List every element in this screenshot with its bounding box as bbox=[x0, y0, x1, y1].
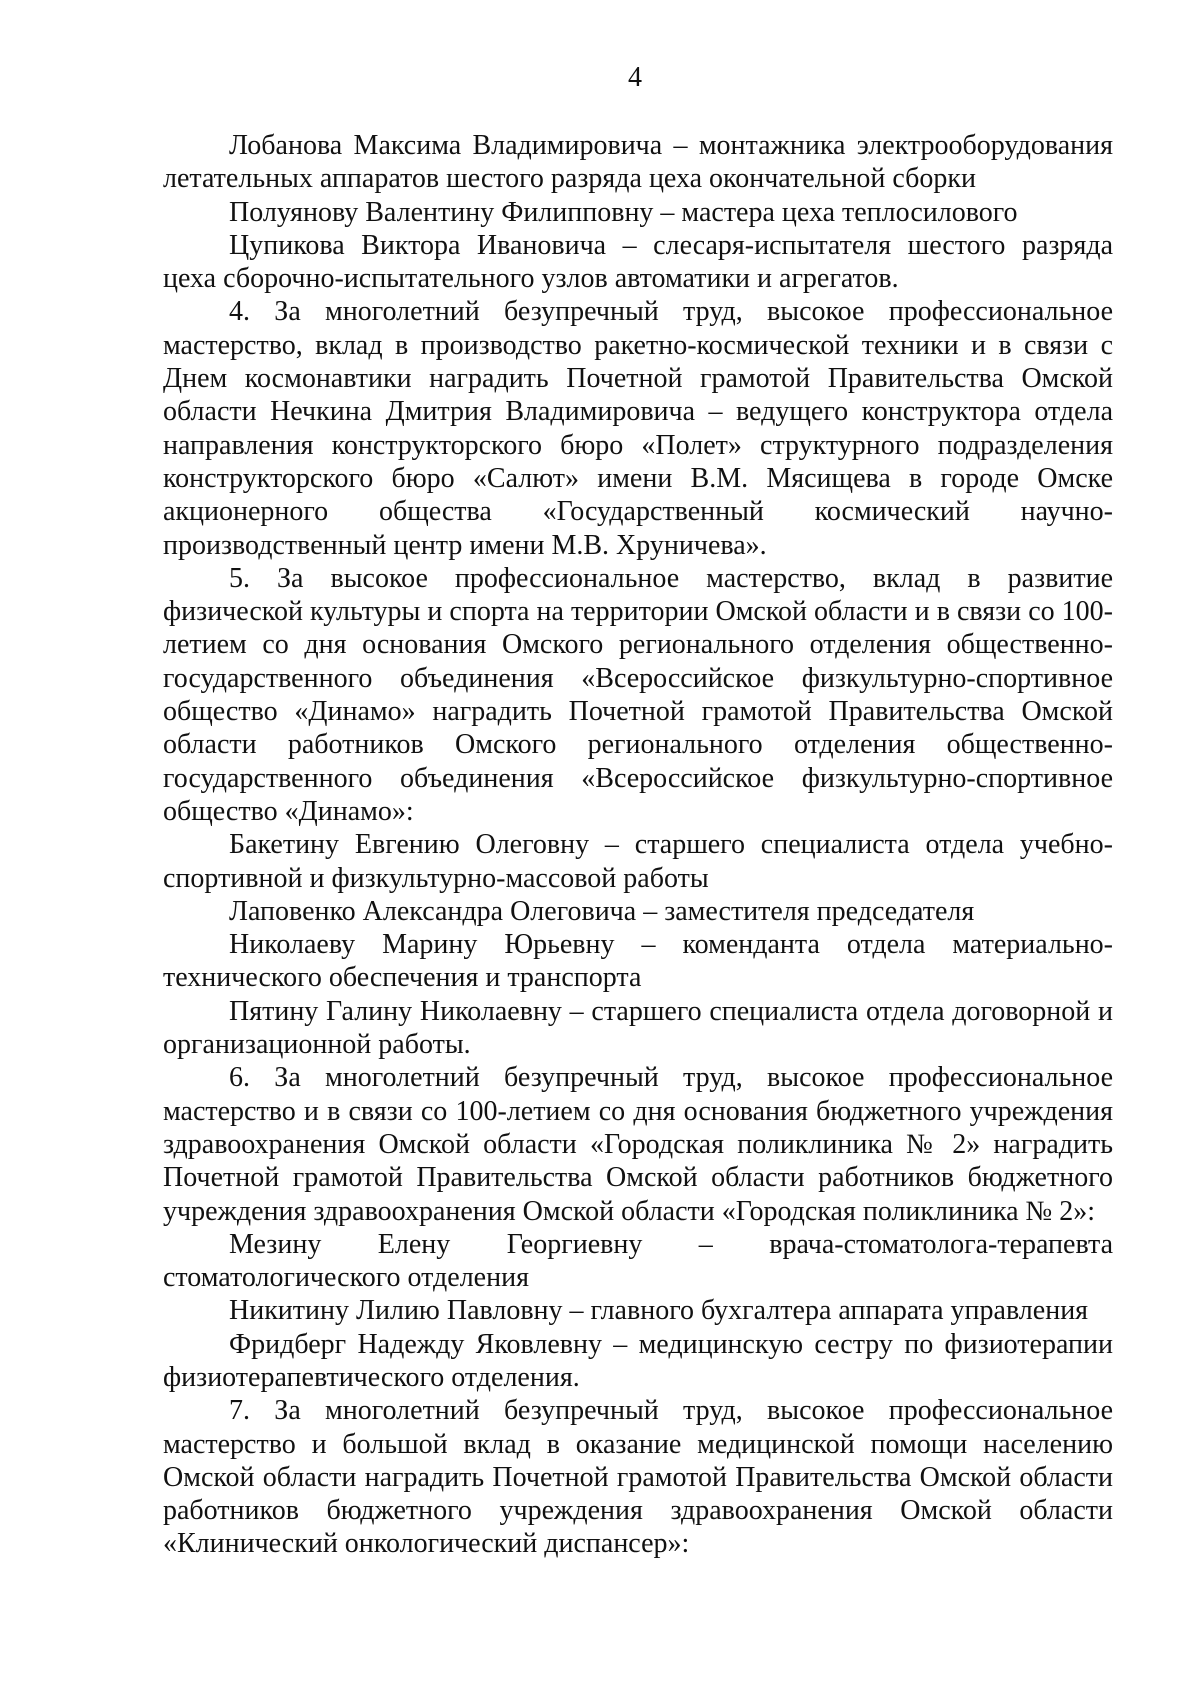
paragraph-baketina: Бакетину Евгению Олеговну – старшего специалиста отдела учебно-спортивной и физкультурно-массовой работы bbox=[163, 829, 1113, 894]
paragraph-item-6: 6. За многолетний безупречный труд, высокое профессиональное мастерство и в связи со 100-летием со дня основания бюджетного учреждения здравоохранения Омской области «Городская поликлиника № 2» наградить Почетной грамотой Правительства Омской области работников бюджетного учреждения здравоохранения Омской области «Городская поликлиника № 2»: bbox=[163, 1062, 1113, 1227]
paragraph-tsupikov: Цупикова Виктора Ивановича – слесаря-испытателя шестого разряда цеха сборочно-испытательного узлов автоматики и агрегатов. bbox=[163, 229, 1113, 295]
paragraph-item-5: 5. За высокое профессиональное мастерство, вклад в развитие физической культуры и спорта на территории Омской области и в связи со 100-летием со дня основания Омского регионального отделения общественно-государственного объединения «Всероссийское физкультурно-спортивное общество «Динамо» наградить Почетной грамотой Правительства Омской области работников Омского регионального отделения общественно-государственного объединения «Всероссийское физкультурно-спортивное общество «Динамо»: bbox=[163, 562, 1113, 827]
paragraph-poluyanova: Полуянову Валентину Филипповну – мастера цеха теплосилового bbox=[229, 196, 1018, 228]
paragraph-item-4: 4. За многолетний безупречный труд, высокое профессиональное мастерство, вклад в производство ракетно-космической техники и в связи с Днем космонавтики наградить Почетной грамотой Правительства Омской области Нечкина Дмитрия Владимировича – ведущего конструктора отдела направления конструкторского бюро «Полет» структурного подразделения конструкторского бюро «Салют» имени В.М. Мясищева в городе Омске акционерного общества «Государственный космический научно-производственный центр имени М.В. Хруничева». bbox=[163, 296, 1113, 561]
paragraph-fridberg: Фридберг Надежду Яковлевну – медицинскую сестру по физиотерапии физиотерапевтического отделения. bbox=[163, 1328, 1113, 1393]
paragraph-mezina: Мезину Елену Георгиевну – врача-стоматолога-терапевта стоматологического отделения bbox=[163, 1228, 1113, 1294]
page-number: 4 bbox=[628, 62, 642, 93]
paragraph-nikitina: Никитину Лилию Павловну – главного бухгалтера аппарата управления bbox=[229, 1295, 1089, 1327]
paragraph-lobanov: Лобанова Максима Владимировича – монтажника электрооборудования летательных аппаратов шестого разряда цеха окончательной сборки bbox=[163, 130, 1113, 195]
paragraph-pyatina: Пятину Галину Николаевну – старшего специалиста отдела договорной и организационной работы. bbox=[163, 995, 1113, 1061]
document-body bbox=[163, 129, 1113, 1561]
paragraph-item-7: 7. За многолетний безупречный труд, высокое профессиональное мастерство и большой вклад в оказание медицинской помощи населению Омской области наградить Почетной грамотой Правительства Омской области работников бюджетного учреждения здравоохранения Омской области «Клинический онкологический диспансер»: bbox=[163, 1395, 1113, 1560]
paragraph-lapovenko: Лаповенко Александра Олеговича – заместителя председателя bbox=[229, 895, 975, 927]
paragraph-nikolaeva: Николаеву Марину Юрьевну – коменданта отдела материально-технического обеспечения и транспорта bbox=[163, 929, 1113, 994]
